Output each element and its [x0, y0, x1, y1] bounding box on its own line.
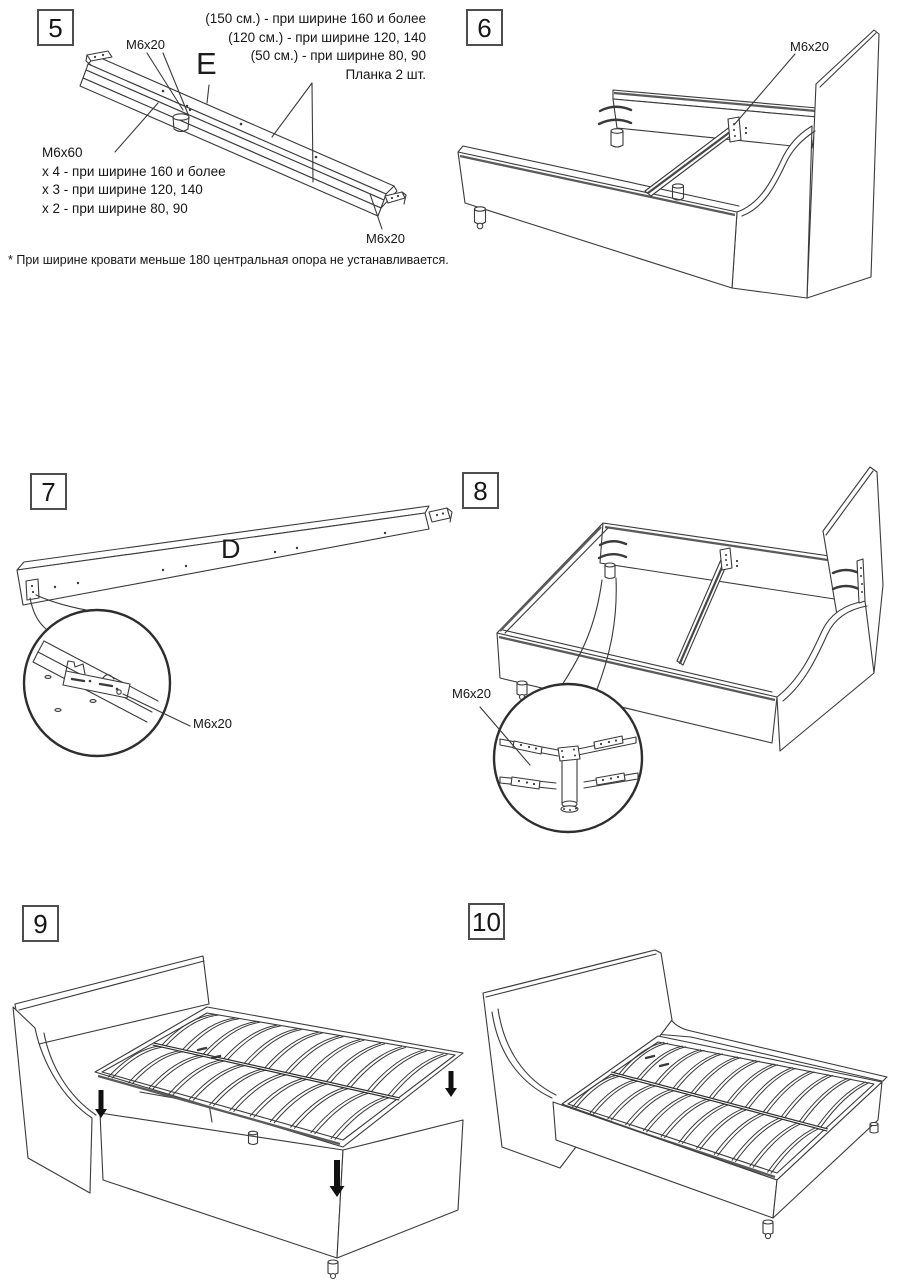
headboard	[807, 30, 879, 298]
step-8-illustration-frame-with-crossbar	[450, 465, 900, 950]
step-6-illustration-frame-with-support	[450, 0, 900, 320]
width-note-line: (50 см.) - при ширине 80, 90	[250, 48, 426, 63]
end-bracket-right	[385, 192, 406, 204]
step-9-number: 9	[33, 908, 48, 939]
step7-part-letter: D	[221, 534, 241, 564]
bolt-note-title: M6x60	[42, 145, 83, 160]
front-rail	[458, 146, 739, 288]
step-5-number: 5	[48, 12, 63, 43]
step5-width-note	[170, 10, 426, 84]
bolt-note-line: x 4 - при ширине 160 и более	[42, 163, 226, 179]
step8-bolt-label: M6x20	[452, 686, 492, 701]
width-note-line: (150 см.) - при ширине 160 и более	[205, 11, 426, 26]
step-7-number: 7	[41, 476, 56, 507]
plank-end-bracket-right	[429, 508, 452, 522]
step6-bolt-label: M6x20	[790, 39, 830, 54]
curved-side-panel	[777, 601, 874, 751]
curved-side-panel	[732, 126, 815, 298]
bolt-note-line: x 2 - при ширине 80, 90	[42, 200, 188, 216]
step5-bolt-count-note	[42, 144, 226, 218]
width-note-line: Планка 2 шт.	[345, 66, 426, 82]
step5-bolt-label-top: M6x20	[126, 37, 166, 52]
step5-bolt-label-bottom: M6x20	[366, 231, 406, 246]
plank-end-bracket-left	[26, 579, 39, 600]
width-note-line: (120 см.) - при ширине 120, 140	[228, 29, 426, 45]
step-6-number: 6	[477, 12, 492, 43]
step-9-illustration-slat-base-install	[0, 900, 470, 1280]
step-10-number: 10	[472, 906, 501, 937]
bolt-note-line: x 3 - при ширине 120, 140	[42, 182, 203, 197]
step5-part-letter: E	[196, 46, 217, 81]
step-8-number: 8	[473, 475, 488, 506]
step7-bolt-label: M6x20	[193, 716, 233, 731]
step5-footnote: * При ширине кровати меньше 180 центральная опора не устанавливается.	[8, 253, 449, 267]
step-10-illustration-assembled-bed	[450, 900, 900, 1280]
